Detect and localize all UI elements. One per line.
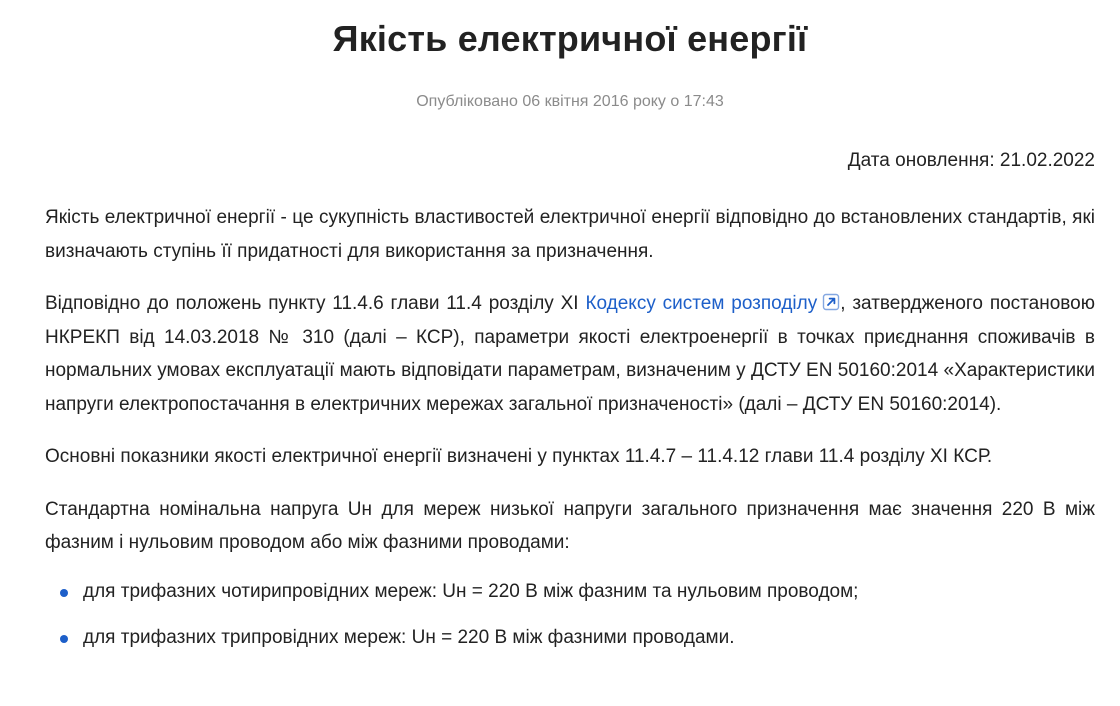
published-date: Опубліковано 06 квітня 2016 року о 17:43 — [416, 93, 724, 110]
paragraph-indicators: Основні показники якості електричної енергії визначені у пунктах 11.4.7 – 11.4.12 глави 11.4 розділу ХІ КСР. — [45, 446, 993, 467]
list-item-text: для трифазних трипровідних мереж: Uн = 220 В між фазними проводами. — [83, 626, 735, 648]
distribution-code-link[interactable] — [585, 293, 840, 314]
list-item — [45, 625, 1095, 651]
paragraph-code-reference — [45, 287, 1095, 421]
paragraph-text-after-link: , затвердженого постановою НКРЕКП від 14.03.2018 № 310 (далі – КСР), параметри якості електроенергії в точках приєднання споживачів в нормальних умовах експлуатації мають відповідати параметрам, визначеним у ДСТУ EN 50160:2014 «Характеристики напруги електропостачання в електричних мережах загальної призначеності» (далі – ДСТУ EN 50160:2014). — [45, 293, 1095, 415]
distribution-code-link-text[interactable]: Кодексу систем розподілу — [585, 293, 818, 314]
bullet-dot-icon — [60, 635, 68, 643]
updated-date: Дата оновлення: 21.02.2022 — [847, 150, 1095, 171]
paragraph-nominal-voltage: Стандартна номінальна напруга Uн для мереж низької напруги загального призначення має значення 220 В між фазним і нульовим проводом або між фазними проводами: — [45, 498, 1095, 553]
voltage-list — [45, 579, 1095, 651]
paragraph-definition: Якість електричної енергії - це сукупність властивостей електричної енергії відповідно до встановлених стандартів, які визначають ступінь її придатності для використання за призначення. — [45, 207, 1095, 262]
page-title: Якість електричної енергії — [332, 18, 808, 59]
list-item-text: для трифазних чотирипровідних мереж: Uн = 220 В між фазним та нульовим проводом; — [83, 580, 859, 602]
list-item — [45, 579, 1095, 605]
external-link-icon[interactable] — [822, 293, 840, 311]
paragraph-text-before-link: Відповідно до положень пункту 11.4.6 глави 11.4 розділу ХІ — [45, 293, 586, 314]
bullet-dot-icon — [60, 589, 68, 597]
